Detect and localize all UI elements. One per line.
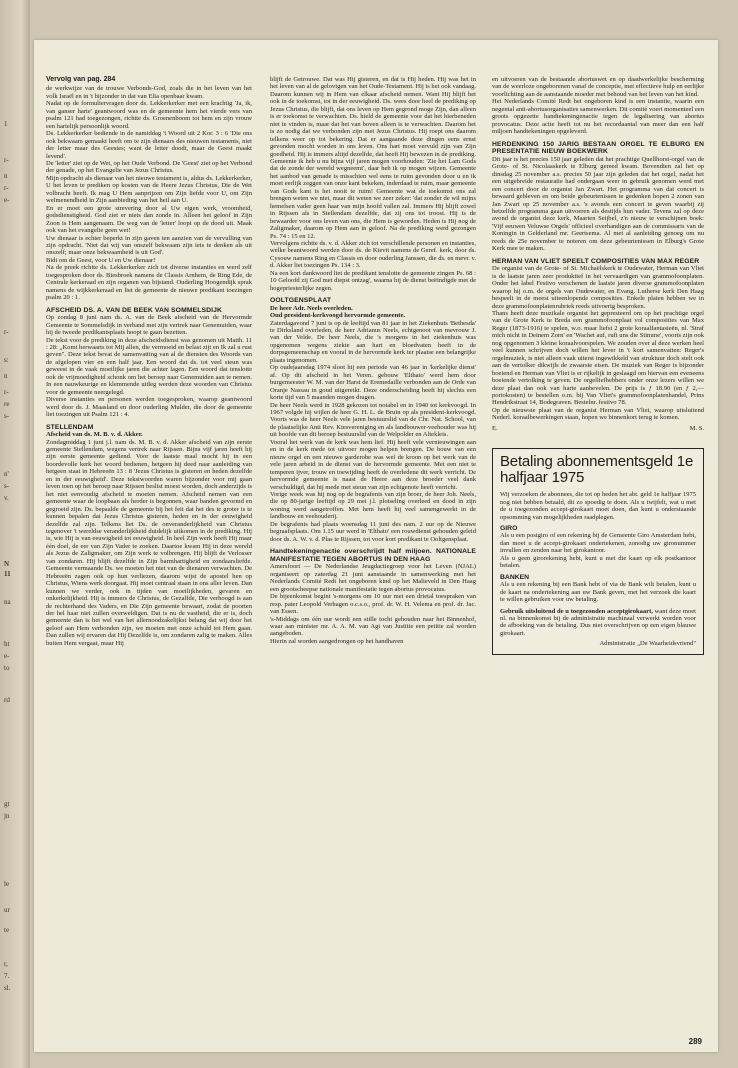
paragraph: en uitvoeren van de bestaande abortuswet en op daadwerkelijke bescherming van de weerloze ongeborenen vanaf de conceptie, met effectieve hulp en eerlijke voorlichting aan de aanstaande moeder met behoud van het leven van het kind. xyxy=(492,76,704,98)
edge-fragment: n xyxy=(4,172,8,180)
paragraph: Dit jaar is het precies 150 jaar geleden dat het prachtige Quellhorst-orgel van de Grote- of St. Nicolaaskerk te Elburg gereed kwam. Bovendien zal het op dinsdag 25 november a.s. precies 50 jaar zijn geleden dat het orgel, nadat het een uitgebreide restauratie had ondergaan weer in gebruik genomen werd met een concert door de organist Jan Zwart. Het programma van dat concert is bewaard gebleven en om beide gebeurtenissen te gedenken hopen 2 zonen van Jan Zwart op 25 november a.s. 's avonds een concert te geven waarbij zij hetzelfde programma gaan uitvoeren als destijds hun vader. Tevens zal op deze avond de organist deze kerk, Maarten Seijbel, z'n nieuw te verschijnen boek: 'Vijf eeuwen Veluwse Orgels' officieel overhandigen aan de commissaris van de Koningin in Gelderland mr. Geertsema. Al met al aanleiding genoeg om nu reeds de 25e november te noteren om deze gebeurtenissen in Elburg's Grote Kerk mee te maken. xyxy=(492,155,704,253)
paragraph: Als u een postgiro of een rekening bij de Gemeente Giro Amsterdam hebt, dan moet u de accept-girokaart ondertekenen, zonodig uw gironummer invullen en zenden naar het girokantoor. xyxy=(500,532,696,555)
page-number: 289 xyxy=(688,1037,702,1046)
paragraph: Als u geen girorekening hebt, kunt u met die kaart op elk postkantoor betalen. xyxy=(500,554,696,570)
paragraph: Hierin zal worden aangedrongen op het handhaven xyxy=(270,637,404,645)
notice-subheading: BANKEN xyxy=(500,573,530,581)
paragraph: Na een kort dankwoord liet de predikant tenslotte de gemeente zingen Ps. 68 : 10 Geloofd zij God met diepst ontzag', waarna hij de dienst beëindigde met de hogepriesterlijke zegen. xyxy=(270,269,476,292)
edge-fragment: N xyxy=(4,560,10,568)
edge-fragment: r- xyxy=(4,184,9,192)
edge-fragment: ur xyxy=(4,906,10,914)
paragraph: De begrafenis had plaats woensdag 11 juni des nam. 2 uur op de Nieuwe begraafsplaats. Om 1.15 uur werd in 'Elthato' een rouwdienst gehouden geleid door ds. A. W. v. d. Plas te Rijssen, tot voor kort predikant te Ooltgensplaat. xyxy=(270,520,476,543)
paragraph: Thans heeft deze muzikale organist het gepresteerd om op het prachtige orgel van de Grote Kerk te Breda een grammofoonplaat vol composities van Max Reger (1873-1916) te spelen, w.o. maar liefst 2 grote koraalfantasieën, nl. 'Straf mich nicht in Deinem Zorn' en 'Wachet auf, ruft uns die Stimme', voorts zijn ook nog opgenomen 3 kleine koraalvoorspelen. We zouden over al deze werken heel veel kunnen schrijven doch willen het lever in 't kort samenvatten: Reger's orgelmuziek, is niet alleen vaak uiterst ingewikkeld van struktuur doch stelt ook aan de vertolker dikwijls de zwaarste eisen. De muziek van Reger is bijzonder boeiend en Herman van Vliet is er rijkelijk in geslaagd om hiervan een eveneens boeiende vertolking te geven. De orgelliefhebbers onder onze lezers willen we deze plaat dan ook van harte aanbevelen. De prijs is ƒ 18.90 (en ƒ 2,— portokosten) te bestellen o.m. bij Van Vliet's grammofoonplatenhandel, Prins Hendrikstraat 14, Bodegraven. Bestelnr. festivo 78. xyxy=(492,310,704,407)
paragraph: Wij verzoeken de abonnees, die tot op heden het abt. geld 1e halfjaar 1975 nog niet hebben betaald, dit zo spoedig te doen. Als u twijfelt, wat u met de u toegezonden accept-girokaart moet doen, dan kunt u onderstaande opsomming van mogelijkheden raadplegen. xyxy=(500,491,696,521)
edge-fragment: s- xyxy=(4,482,10,490)
edge-fragment: r, xyxy=(4,960,8,968)
signature-left: E. xyxy=(492,424,498,432)
paragraph: Amersfoort — De Nederlandse Jeugdactiegroep voor het Leven (NJAL) organiseert op zaterdag 21 juni aanstaande in samenwerking met het Nederlands Comité Redt het ongeboren kind op het Malieveld in Den Haag een grootscheepse nationale manifestatie tegen abortus provocatus. xyxy=(270,563,476,593)
paragraph: 's-Middags om één uur wordt een stille tocht gehouden naar het Binnenhof, waar aan minister mr. A. A. M. van Agt van Justitie een petitie zal worden aangeboden. xyxy=(270,615,476,638)
paragraph: De organist van de Grote- of St. Michaëlskerk te Oudewater, Herman van Vliet is de laatste jaren zeer produktief in het vervaardigen van grammofoonplaten. Onder het label Festivo verschenen de laatste jaren diverse grammofoonplaten waarop hij o.m. de orgels van Oudewater, en Evang. Lutherse kerk Den Haag bespeelt in de meest uiteenlopende composities. Enkele platen hebben we in deze grammofoonplatenrubriek reeds uitvoerig besproken. xyxy=(492,265,704,310)
paragraph: De 'letter' ziet op de Wet, op het Oude Verbond. De 'Geest' ziet op het Verbond der genade, op het Evangelie van Jezus Christus. xyxy=(46,159,252,175)
adjacent-page-edge xyxy=(0,0,30,1068)
column-3 xyxy=(492,76,704,1036)
edge-fragment: re xyxy=(4,400,10,408)
paragraph: de werkwijze van de trouwe Verbonds-God, zoals die in het leven van het volk Israël en in 't bijzonder in dat van Elia openbaar kwam. xyxy=(46,85,252,100)
edge-fragment: 11 xyxy=(4,570,11,578)
notice-signature: Administratie „De Waarheidsvriend" xyxy=(599,640,696,648)
paragraph: Vervolgens richtte ds. v. d. Akker zich tot verschillende personen en instanties, welke beantwoord werden door ds. de Kievit namens de Geref. kerk, door ds. Cysouw namens Ring en Classis en door ouderling Janssen, die ds. en mevr. v. d. Akker liet toezingen Ps. 134 : 3. xyxy=(270,239,476,270)
column-1 xyxy=(46,76,252,1036)
section-heading: HERDENKING 150 JARIG BESTAAN ORGEL TE ELBURG EN PRESENTATIE NIEUW BOEKWERK xyxy=(492,140,704,156)
section-heading: STELLENDAM xyxy=(46,423,94,431)
section-heading: AFSCHEID DS. A. VAN DE BEEK VAN SOMMELSDIJK xyxy=(46,306,222,314)
edge-fragment: le xyxy=(4,880,10,888)
paragraph: Mijn opdracht als dienaar van het nieuwe testament is, aldus ds. Lekkerkerker, U het leven te prediken op kosten van de Heere Jezus Christus, Die de Wet volbracht heeft. Ik mag U Hem aanprijzen om Zijn liefde voor U, om Zijn welmenendheid in Zijn aanbieding van het heil aan U. xyxy=(46,174,252,205)
paragraph: Bidt om de Geest, voor U en Uw dienaar! xyxy=(46,256,156,264)
paragraph: Nadat op de formuliervragen door ds. Lekkerkerker met een krachtig 'Ja, ik, van ganser harte' geantwoord was en de gemeente hem het vierde vers van psalm 121 had toegezongen, richtte ds. Groenenboom tot hem en zijn vrouw een hartelijk persoonlijk woord. xyxy=(46,100,252,130)
paragraph: Op de nieuwste plaat van de organist Herman van Vliet, waarop uitsluitend Nederl. koraalbewerkingen staan, hopen we binnenkort terug te komen. xyxy=(492,406,704,422)
article-signature xyxy=(492,425,704,432)
notice-emphasis: Gebruik uitsluitend de u toegezonden acceptgirokaart, xyxy=(500,607,653,615)
paragraph: Zondagmiddag 1 juni j.l. nam ds. M. B. v. d. Akker afscheid van zijn eerste gemeente Stellendam, wegens vertrek naar Rijssen. Bijna vijf jaren heeft hij zijn eerste gemeente gediend. Voor de laatste maal mocht hij in een boordevolle kerk het woord bedienen, hetgeen hij deed naar aanleiding van hetgeen staat in Hebreeën 13 : 8 'Jezus Christus is gisteren en heden dezelfde en in der eeuwigheid'. Deze tekstwoorden waren bijzonder voor mij gaan leven toen op het beroep naar Rijssen beslist moest worden, doch anderzijds is het niet eenvoudig afscheid te moeten nemen. Afscheid nemen van een gemeente waar de loopbaan als herder is begonnen, waar banden gevormd en gegroeid zijn. Ds. bepaalde de gemeente bij het feit dat het des te groter is te kunnen bepalen dat Jezus Christus gisteren, heden en in der eeuwigheid dezelfde zal zijn. Telkens liet Ds. de onveranderlijkheid van Christus tegenover 't wereldse veranderlijkheid duidelijk uitkomen in de prediking. Hij is, wie Hij is van eeuwigheid tot eeuwigheid. In heel Zijn werk heeft Hij maar één doel, de eer van Zijn Vader te zoeken. Daartoe kwam Hij in deze wereld als Jezus de Zaligmaker, om Zijn werk te volbrengen. Hij blijft de Verlosser van zondaren. Hij blijft dezelfde in Zijn barmhartigheid en zondaarsliefde. Gemeente vermaande Ds. we moeten het niet van de dienaren verwachten. De Hebreeën zagen ook op hun verliezen, daarom wijst de apostel hen op Christus, Wiens werk doorgaat. Hij moet centraal staan in ons aller leven. Dan kunnen we verder, ook in tijden van moeilijkheden, gevaren en onkerkelijkheid. Hij is immers de Christus, de Gezalfde, Die verhoogd is aan de rechterhand des Vaders, en Die Zijn gemeente bewaart, zodat de poorten der hel haar niet zullen overweldigen. Dat is nu de vastheid, die er is, doch gemeente dan is het wel van het allernoodzakelijkst belang dat wij door het geloof aan Hem verbonden zijn, we moeten met onze schuld tot Hem gaan. Dan zullen wij ervaren dat Hij Dezelfde is, om zondaren zalig te maken. Alles buiten Hem vergaat, maar Hij xyxy=(46,438,252,647)
section-heading: Handtekeningenactie overschrijdt half miljoen. NATIONALE MANIFESTATIE TEGEN ABORTUS IN DEN HAAG xyxy=(270,548,476,563)
edge-fragment: jn xyxy=(4,812,10,820)
paragraph: Op oudejaarsdag 1974 sloot hij een periode van 46 jaar in 'kerkelijke dienst' af. Op dit afscheid in het Veren. gebouw 'Elthato' werd hem door burgemeester W. M. van der Harst de Eremedaille verbonden aan de Orde van Oranje Nassau in goud uitgereikt. Deze onderscheiding heeft hij slechts een korte tijd van 5 maanden mogen dragen. xyxy=(270,364,476,402)
edge-fragment: n' xyxy=(4,470,9,478)
edge-fragment: s: xyxy=(4,356,9,364)
paragraph: Vorige week was hij nog op de begrafenis van zijn broer, de heer Joh. Neels, die op 80-jarige leeftijd op 29 mei j.l. plotseling overleed en dood in zijn woning werd aangetroffen. Met hem heeft hij veel samengewerkt in de landbouw en veehouderij. xyxy=(270,490,476,521)
notice-title: Betaling abonnementsgeld 1e halfjaar 1975 xyxy=(500,453,694,487)
paragraph: De bijeenkomst begint 's-morgens om 10 uur met een drietal toespraken van resp. pater Leopold Verhagen o.c.s.o., prof. dr. W. H. Velema en prof. dr. Jac. van Essen. xyxy=(270,593,476,616)
edge-fragment: n xyxy=(4,372,8,380)
edge-fragment: te xyxy=(4,926,10,934)
edge-fragment: to xyxy=(4,664,10,672)
edge-fragment: sl. xyxy=(4,984,11,992)
paragraph: Uw dienaar is echter beperkt in zijn gaven ten aanzien van de vervulling van zijn opdracht. 'Niet dat wij van onszelf bekwaam zijn iets te denken als uit onszelf; maar onze bekwaamheid is uit God'. xyxy=(46,234,252,257)
section-heading: HERMAN VAN VLIET SPEELT COMPOSITIES VAN MAX REGER xyxy=(492,257,700,265)
continuation-heading: Vervolg van pag. 284 xyxy=(46,76,116,83)
subscription-notice-box xyxy=(492,448,704,655)
paragraph: want deze moet nl. na binnenkomst bij de administratie machinaal verwerkt worden voor de afboeking van de betaling. Dus niet overschrijven op een eigen blauwe girokaart. xyxy=(500,607,696,637)
paragraph: En er moet een grote strevering door al Uw eigen werk, vroomheid, godsdienstigheid. God ziet er niets dan zonde in. Alleen het geloof in Zijn Zoon is Hem aangenaam. De weg van de 'letter' loopt op de dood uit. Maak ook van het evangelie geen wet! xyxy=(46,204,252,235)
paragraph: Vooral het werk van de kerk was hem lief. Hij heeft vele vernieuwingen aan en in de kerk mede tot uitvoer mogen helpen brengen. De bouw van een nieuw orgel en een nieuwe garderobe was wel de kroon op het werk van de vele jaren arbeid in de dienst van de hervormde gemeente. Met een niet te temperen ijver, trouw en toewijding heeft de overledene dit werk verricht. De hervormde gemeente is naast de Heere aan deze broeder veel dank verschuldigd, dat hij mede met steun van zijn echtgenote heeft verricht. xyxy=(270,438,476,491)
paragraph: Ds. Lekkerkerker bediende in de namiddag 't Woord uit 2 Kor. 3 : 6 'Die ons ook bekwaam gemaakt heeft om te zijn dienaars des nieuwen testaments, niet der letter maar des Geestes; want de letter doodt, maar de Geest maakt levend'. xyxy=(46,130,252,160)
edge-fragment: rd xyxy=(4,696,10,704)
signature-right: M. S. xyxy=(689,424,704,432)
paragraph: Diverse instanties en personen werden toegesproken, waarop geantwoord werd door ds. J. Maasland en door ouderling Mulder, die door de gemeente liet toezingen uit Psalm 121 : 4. xyxy=(46,396,252,419)
edge-fragment: r- xyxy=(4,388,9,396)
paragraph: De heer Neels werd in 1928 gekozen tot notabel en in 1940 tot kerkvoogd. In 1967 volgde hij wijlen de heer G. H. L. de Bruin op als president-kerkvoogd. Voorts was de heer Neels vele jaren bestuurslid van de Chr. Nat. School, van de plaatselijke Anti Rev. Kiesvereniging en als landbouwer-veehouder was hij uit hoofde van dit beroep bestuurslid van de Welpolder en Altekleis. xyxy=(270,401,476,439)
edge-fragment: gt xyxy=(4,800,10,808)
notice-subheading: GIRO xyxy=(500,525,518,533)
paragraph: De tekst voor de prediking in deze afscheidsdienst was genomen uit Matth. 11 : 28: „Komt herwaarts tot Mij allen, die vermoeid en belast zijt en Ik zal u rust geven". Deze tekst bevat de samenvatting van al de diensten des Woords van de afgelopen vier en een half jaar. Een woord dat ds. tot veel steun was geweest in de vaak moeilijke jaren die achter lagen. Een woord dat tenslotte ook de vrijmoedigheid schonk om het beroep naar Genemuiden aan te nemen. In een nauwkeurige en klemmende uitleg werden deze woorden van Christus voor de gemeente neergelegd. xyxy=(46,336,252,396)
section-subheading: De heer Adr. Neels overleden. xyxy=(270,304,353,312)
edge-fragment: e- xyxy=(4,196,10,204)
edge-fragment: 7. xyxy=(4,972,10,980)
edge-fragment: e- xyxy=(4,652,10,660)
paragraph: Het Nederlands Comité Redt het ongeboren kind is een instantie, waarin een negental anti-abortusorganisaties samenwerken. Dit comité voert momenteel een groots opgezette handtekeningenactie tegen de legalisering van abortus provocatus. Deze actie heeft tot nu het recordaantal van meer dan een half miljoen handtekeningen opgeleverd. xyxy=(492,98,704,136)
edge-fragment: s- xyxy=(4,412,10,420)
section-heading: OOLTGENSPLAAT xyxy=(270,297,332,305)
edge-fragment: ht xyxy=(4,640,10,648)
magazine-page xyxy=(34,40,718,1052)
edge-fragment: r- xyxy=(4,328,9,336)
edge-fragment: r- xyxy=(4,156,9,164)
paragraph: Zaterdagavond 7 juni is op de leeftijd van 81 jaar in het Ziekenhuis 'Bethesda' te Dirksland overleden, de heer Adrianus Neels, echtgenoot van mevrouw J. van der Velde. De heer Neels, die 's morgens in het ziekenhuis was opgenomen wegens ziekte aan hart en bloedvaten heeft in de dorpsgemeenschap en vooral in de hervormde kerk ter plaatse een belangrijke plaats ingenomen. xyxy=(270,319,476,364)
paragraph: Als u een rekening bij een Bank hebt of via de Bank wilt betalen, kunt u de kaart na ondertekening aan uw Bank geven, met het verzoek die kaart te willen gebruiken voor uw betaling. xyxy=(500,581,696,604)
edge-fragment: na xyxy=(4,598,11,606)
paragraph: blijft de Getrouwe. Dat was Hij gisteren, en dat is Hij heden. Hij was het in het leven van al de gelovigen van het Oude-Testament. Hij is het ook vandaag. Daarom kunnen wij in Hem van elkaar afscheid nemen. Want Hij blijft het ook in de toekomst, tot in der eeuwigheid. Ds. wees door heel de prediking op Jezus Christus, die blijft, dat ons leven op Hem gegrond moge Zijn, dan alleen is er toekomst te verwachten. Ds. hield de gemeente voor dat het hierbeneden niet te vinden is, maar dat het van boven alleen is te verwachten. Daarom het is zo nodig dat we verbonden zijn met Jezus Christus. Hij roept ons daarom telkens weer op tot bekering. Dat er aangaande deze dingen eens ernst gevonden mocht worden in ons leven. Ons hart moet vervuld zijn van Zijn goedheid. Hij is immers altijd dezelfde, dat heeft Hij bewezen in de prediking. Gemeente ik heb u nu bijna vijf jaren mogen voorhouden: 'Zie het Lam Gods dat de zonde der wereld wegneemt', daar heb ik op mogen wijzen. Gemeente het aanbod van genade is misschien wel eens te ruim gevonden door u en ik moet eerlijk zeggen van onze kant bekeken, inderdaad te ruim, maar gemeente van Gods kant is het nooit te ruim! Gemeente wat de toekomst ons zal brengen weten we niet, maar dit weten we zeer zeker: 'dat zonder de wil mijns hemelsen vader geen haar van mijn hoofd vallen zal. Immers Hij blijft zowel in Rijssen als in Stellendam dezelfde, dat zij ons tot troost. Hij is de bewaarder voor ons leven van ons, die Hem is geworden. Heden is Hij nog de Zaligmaker, daarom op Hem aan in geloof. Na de prediking werd gezongen Ps. 74 : 15 en 12. xyxy=(270,76,476,240)
paragraph: Na de preek richtte ds. Lekkerkerker zich tot diverse instanties en werd zelf toegesproken door ds. Biesbroek namens de Classis Arnhem, de Ring Ede, de Centrale kerkeraad en zijn organen van bijstand. Ouderling Hoogendijk sprak namens de wijkkerkeraad en liet de gemeente de nieuwe predikant toezingen psalm 20 : 1. xyxy=(46,264,252,302)
edge-fragment: v. xyxy=(4,494,9,502)
section-subheading: Oud president-kerkvoogd hervormde gemeente. xyxy=(270,312,406,320)
section-subheading: Afscheid van ds. M. B. v. d. Akker. xyxy=(46,431,143,439)
column-2 xyxy=(270,76,476,1036)
edge-fragment: 1 xyxy=(4,120,8,128)
paragraph: Op zondag 8 juni nam ds. A. van de Beek afscheid van de Hervormde Gemeente te Sommelsdijk in verband met zijn vertrek naar Genemuiden, waar hij de tweede predikantsplaats hoopt te gaan bezetten. xyxy=(46,314,252,337)
